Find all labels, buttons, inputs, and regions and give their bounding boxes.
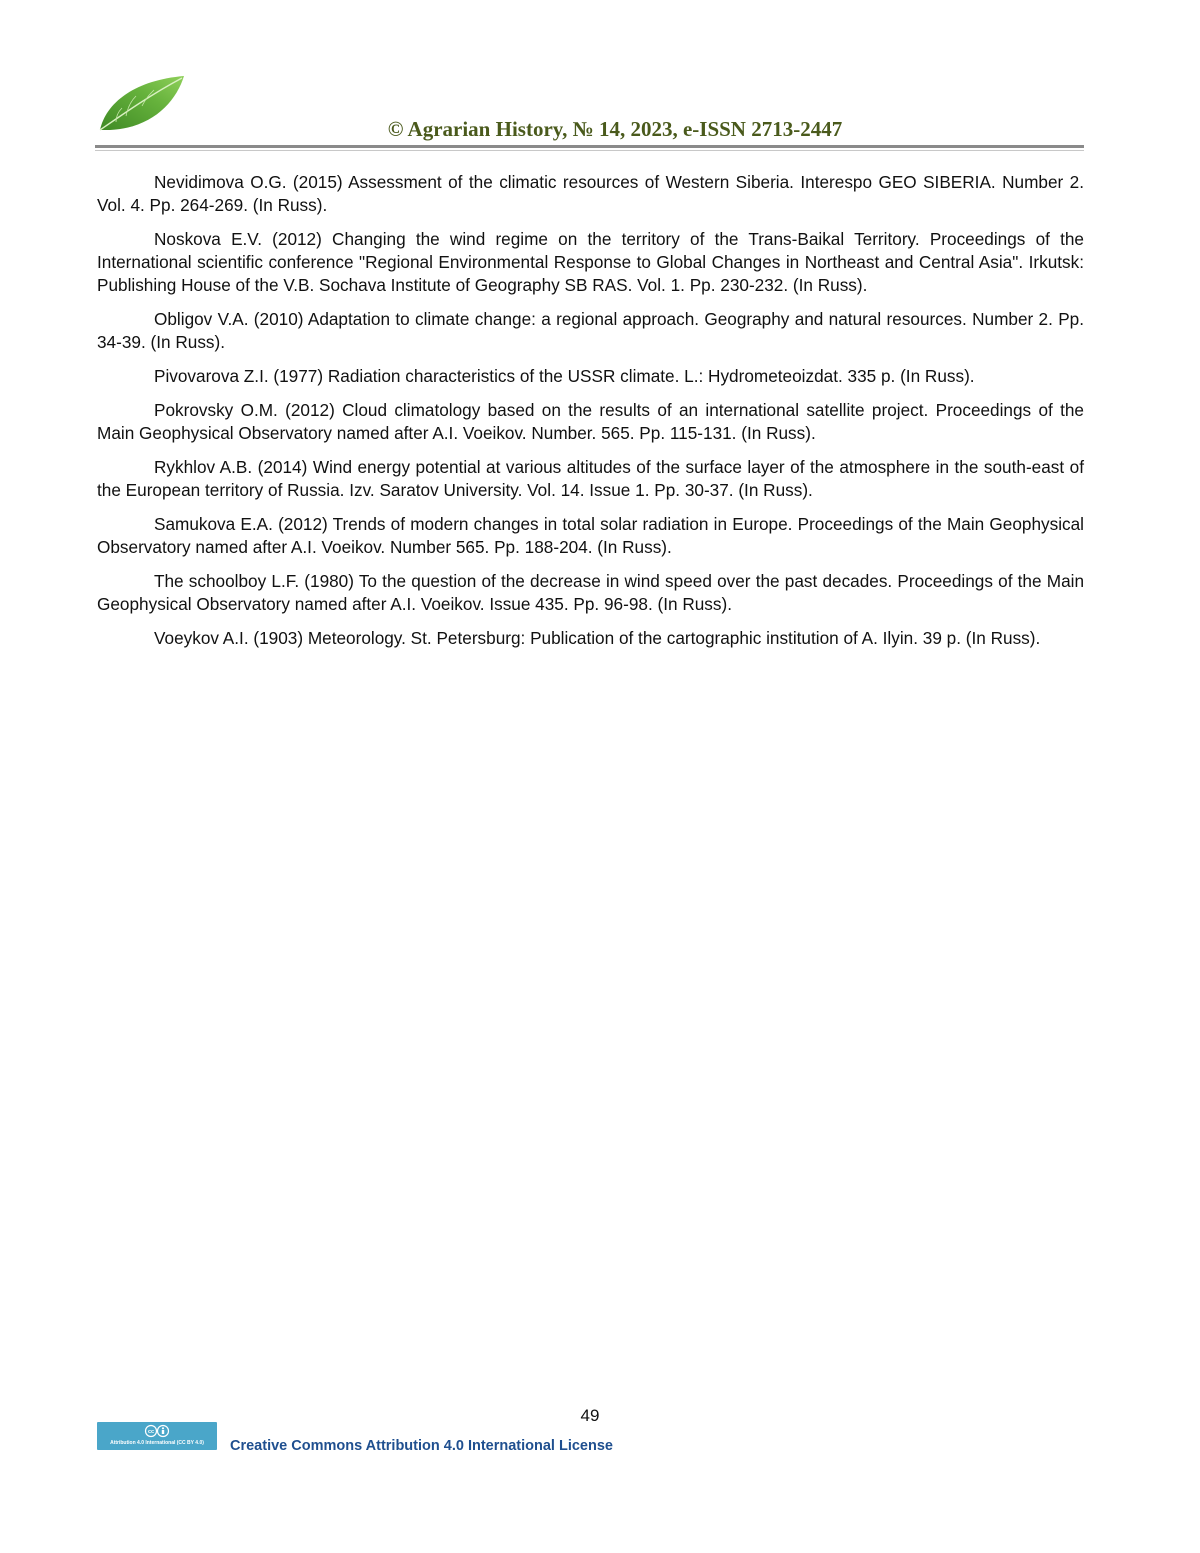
- license-link[interactable]: Creative Commons Attribution 4.0 International License: [230, 1438, 613, 1454]
- reference-item: Pivovarova Z.I. (1977) Radiation characteristics of the USSR climate. L.: Hydrometeoizdat. 335 p. (In Russ).: [154, 366, 975, 386]
- creative-commons-icon: [97, 1422, 217, 1440]
- reference-item: Samukova E.A. (2012) Trends of modern changes in total solar radiation in Europe. Proceedings of the Main Geophysical Observatory named after A.I. Voeikov. Number 565. Pp. 188-204. (In Russ).: [97, 514, 1084, 557]
- reference-item: Rykhlov A.B. (2014) Wind energy potential at various altitudes of the surface layer of the atmosphere in the south-east of the European territory of Russia. Izv. Saratov University. Vol. 14. Issue 1. Pp. 30-37. (In Russ).: [97, 457, 1084, 500]
- reference-item: Pokrovsky O.M. (2012) Cloud climatology based on the results of an international satellite project. Proceedings of the Main Geophysical Observatory named after A.I. Voeikov. Number. 565. Pp. 115-131. (In Russ).: [97, 400, 1084, 443]
- page-number: 49: [580, 1406, 600, 1425]
- journal-header-title: © Agrarian History, № 14, 2023, e-ISSN 2713-2447: [387, 117, 843, 141]
- leaf-icon: [96, 72, 188, 134]
- reference-item: Obligov V.A. (2010) Adaptation to climate change: a regional approach. Geography and natural resources. Number 2. Pp. 34-39. (In Russ).: [97, 309, 1084, 352]
- svg-text:cc: cc: [147, 1429, 155, 1436]
- cc-badge-label: Attribution 4.0 International (CC BY 4.0): [110, 1440, 204, 1446]
- header-divider: [95, 145, 1084, 148]
- reference-item: Noskova E.V. (2012) Changing the wind regime on the territory of the Trans-Baikal Territory. Proceedings of the International scientific conference "Regional Environmental Response to Global Changes in Northeast and Central Asia". Irkutsk: Publishing House of the V.B. Sochava Institute of Geography SB RAS. Vol. 1. Pp. 230-232. (In Russ).: [97, 229, 1084, 295]
- reference-item: The schoolboy L.F. (1980) To the question of the decrease in wind speed over the past decades. Proceedings of the Main Geophysical Observatory named after A.I. Voeikov. Issue 435. Pp. 96-98. (In Russ).: [97, 571, 1084, 614]
- header-divider-thin: [95, 150, 1084, 151]
- reference-item: Nevidimova O.G. (2015) Assessment of the climatic resources of Western Siberia. Interespo GEO SIBERIA. Number 2. Vol. 4. Pp. 264-269. (In Russ).: [97, 172, 1084, 215]
- references-list: [97, 171, 1084, 661]
- reference-item: Voeykov A.I. (1903) Meteorology. St. Petersburg: Publication of the cartographic institution of A. Ilyin. 39 p. (In Russ).: [154, 628, 1041, 648]
- cc-license-badge[interactable]: [97, 1422, 217, 1450]
